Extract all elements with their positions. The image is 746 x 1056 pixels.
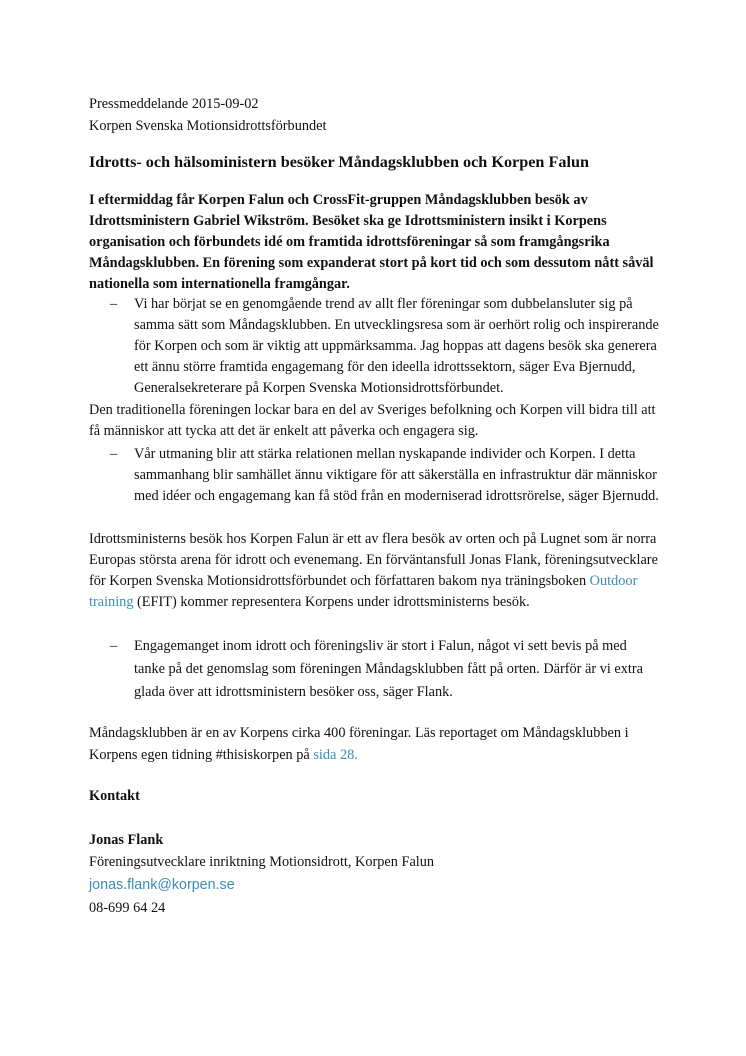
quote-dash: –: [110, 296, 118, 312]
quote-dash: –: [110, 446, 118, 462]
quote-flank: [89, 635, 664, 704]
paragraph-text: Idrottsministerns besök hos Korpen Falun är ett av flera besök av orten och på Lugnet som är norra Europas största arena för idrott och evenemang. En förväntansfull Jonas Flank, föreningsutvecklare för Korpen Svenska Motionsidrottsförbundet och författaren bakom nya träningsboken: [89, 531, 658, 589]
organization-name: Korpen Svenska Motionsidrottsförbundet: [89, 118, 327, 134]
contact-role: Föreningsutvecklare inriktning Motionsidrott, Korpen Falun: [89, 854, 435, 870]
contact-heading: Kontakt: [89, 788, 140, 804]
quote-dash: –: [110, 638, 118, 654]
body-paragraph-3: [89, 722, 664, 766]
contact-email-link[interactable]: jonas.flank@korpen.se: [89, 877, 235, 893]
sida-28-link[interactable]: sida 28.: [313, 747, 358, 763]
quote-text: Vår utmaning blir att stärka relationen mellan nyskapande individer och Korpen. I detta sammanhang blir samhället ännu viktigare för att säkerställa en infrastruktur där människor med idéer och engagemang kan få stöd från en moderniserad idrottsrörelse, säger Bjernudd.: [134, 446, 659, 504]
lead-paragraph: I eftermiddag får Korpen Falun och CrossFit-gruppen Måndagsklubben besök av Idrottsministern Gabriel Wikström. Besöket ska ge Idrottsministern insikt i Korpens organisation och förbundets idé om framtida idrottsföreningar så som framgångsrika Måndagsklubben. En förening som expanderat stort på kort tid och som dessutom nått såväl nationella som internationella framgångar.: [89, 192, 654, 292]
body-paragraph-1: Den traditionella föreningen lockar bara en del av Sveriges befolkning och Korpen vill bidra till att få människor att tycka att det är enkelt att påverka och engagera sig.: [89, 402, 656, 439]
body-paragraph-2: [89, 529, 664, 613]
page-title: Idrotts- och hälsoministern besöker Måndagsklubben och Korpen Falun: [89, 153, 589, 171]
quote-bjernudd-2: [89, 444, 664, 507]
outdoor-training-link[interactable]: Outdoor training: [89, 573, 638, 610]
quote-text: Engagemanget inom idrott och föreningsliv är stort i Falun, något vi sett bevis på med tanke på det genomslag som föreningen Måndagsklubben fått på orten. Därför är vi extra glada över att idrottsministern besöker oss, säger Flank.: [134, 638, 643, 700]
quote-text: Vi har börjat se en genomgående trend av allt fler föreningar som dubbelansluter sig på samma sätt som Måndagsklubben. En utvecklingsresa som är oerhört rolig och inspirerande för Korpen och som är viktig att uppmärksamma. Jag hoppas att dagens besök ska generera ett ännu större framtida engagemang för den ideella idrottssektorn, säger Eva Bjernudd, Generalsekreterare på Korpen Svenska Motionsidrottsförbundet.: [134, 296, 659, 396]
paragraph-text: Måndagsklubben är en av Korpens cirka 400 föreningar. Läs reportaget om Måndagsklubben i Korpens egen tidning #thisiskorpen på: [89, 725, 629, 763]
quote-bjernudd-1: [89, 294, 664, 399]
press-release-date: Pressmeddelande 2015-09-02: [89, 96, 259, 112]
contact-phone: 08-699 64 24: [89, 900, 166, 916]
paragraph-text: (EFIT) kommer representera Korpens under idrottsministerns besök.: [133, 594, 530, 610]
contact-name: Jonas Flank: [89, 832, 164, 848]
